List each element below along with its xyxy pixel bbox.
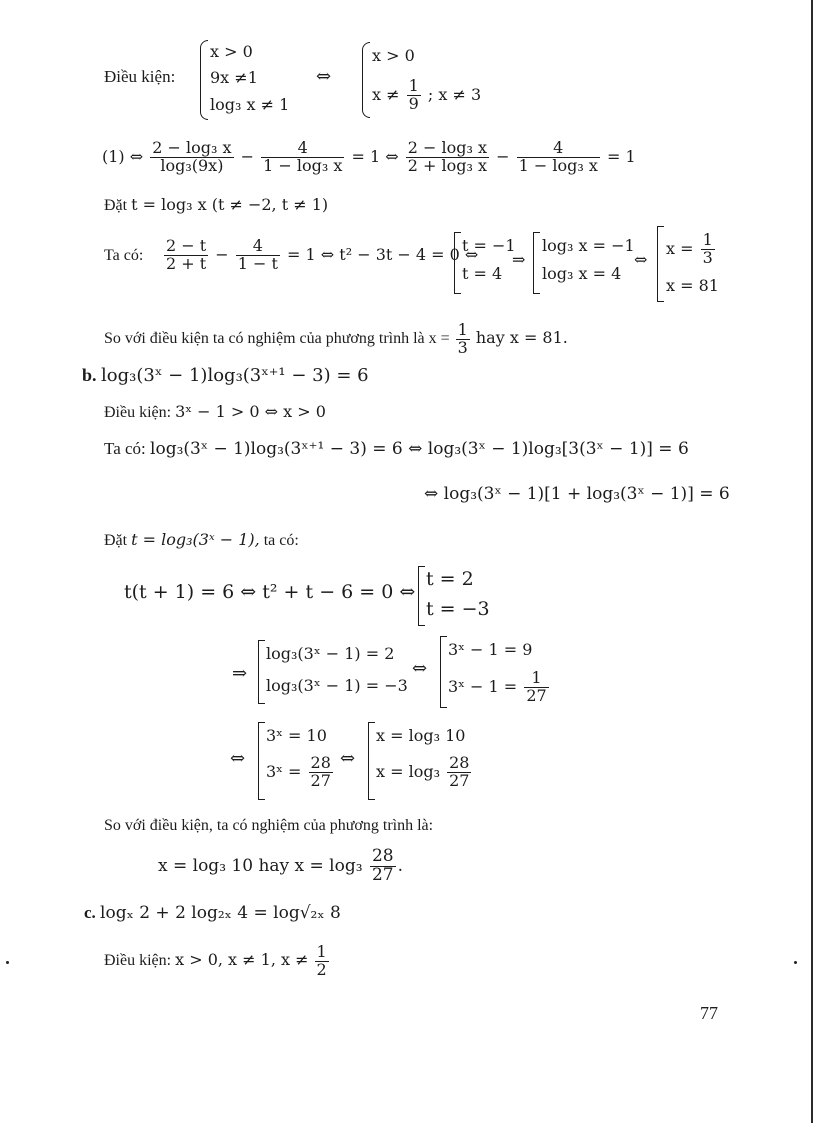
bracket-x: [657, 226, 664, 302]
final-b: x = log₃ 10 hay x = log₃ $\frac{28}{27}$ .: [158, 846, 404, 885]
brace-right: [362, 42, 370, 118]
imp-sys-1: log₃(3ˣ − 1) = 2: [266, 644, 395, 663]
bracket-imp: [258, 640, 265, 704]
page-edge-line: [811, 0, 813, 1123]
ta-co-a-label: Ta có:: [104, 247, 144, 264]
sys-t-2: t = 4: [462, 264, 503, 283]
condition-b: Điều kiện: 3ˣ − 1 > 0 ⇔ x > 0: [104, 402, 326, 421]
conclusion-a: So với điều kiện ta có nghiệm của phương trình là x = $\frac{1}{3}$ hay x = 81.: [104, 320, 568, 357]
equiv-symbol: ⇔: [316, 66, 332, 87]
equiv-b-1: ⇔: [412, 658, 428, 679]
cond-a-right-1: x > 0: [372, 46, 415, 65]
bracket-xval: [368, 722, 375, 800]
bracket-quad: [418, 566, 425, 626]
bracket-exp: [440, 636, 447, 708]
quadratic-b: t(t + 1) = 6 ⇔ t² + t − 6 = 0 ⇔: [124, 581, 416, 603]
step-b-1: Ta có: log₃(3ˣ − 1)log₃(3ˣ⁺¹ − 3) = 6 ⇔ log₃(3ˣ − 1)log₃[3(3ˣ − 1)] = 6: [104, 439, 689, 459]
quad-sys-2: t = −3: [426, 598, 490, 620]
substitution-b: Đặt t = log₃(3ˣ − 1), ta có:: [104, 530, 299, 549]
condition-c: Điều kiện: x > 0, x ≠ 1, x ≠ $\frac{1}{2}$: [104, 942, 327, 979]
sys-x-1: x = $\frac{1}{3}$: [666, 230, 713, 267]
quad-sys-1: t = 2: [426, 568, 474, 590]
equiv-b-2: ⇔: [230, 748, 246, 769]
scan-speck-right: [794, 961, 797, 964]
sys-log-2: log₃ x = 4: [542, 264, 622, 283]
bracket-t: [454, 232, 461, 294]
equiv-2: ⇔: [634, 250, 648, 269]
sys-t-1: t = −1: [462, 236, 516, 255]
bracket-log: [533, 232, 540, 294]
cond-a-1: x > 0: [210, 42, 253, 61]
imp-sys-2: log₃(3ˣ − 1) = −3: [266, 676, 408, 695]
equation-1: (1) ⇔ $\frac{\text{2 − log₃ x}}{\text{log₃(9x)}}$ − $\frac{4}{\text{1 − log₃ x}}$ = 1 ⇔ $\frac{\text{2 − log₃ x}}{\text{2 + log₃ x}}$ − $\frac{4}{\text{1 − log₃ x}}$ = 1: [102, 138, 636, 175]
scan-speck-left: [6, 961, 9, 964]
exp-sys-2: 3ˣ − 1 = $\frac{1}{27}$: [448, 668, 547, 705]
implies-b: ⇒: [232, 663, 248, 684]
substitution-a: Đặt t = log₃ x (t ≠ −2, t ≠ 1): [104, 195, 329, 214]
exp-sys-1: 3ˣ − 1 = 9: [448, 640, 533, 659]
problem-c: c. logₓ 2 + 2 log₂ₓ 4 = log√₂ₓ 8: [84, 903, 341, 923]
sys-log-1: log₃ x = −1: [542, 236, 635, 255]
val-sys-1: 3ˣ = 10: [266, 726, 327, 745]
page-number: 77: [700, 1003, 718, 1023]
conclusion-b: So với điều kiện, ta có nghiệm của phương trình là:: [104, 817, 434, 834]
equiv-b-3: ⇔: [340, 748, 356, 769]
bracket-val: [258, 722, 265, 800]
x-sys-2: x = log₃ $\frac{28}{27}$: [376, 753, 470, 790]
problem-b: b. log₃(3ˣ − 1)log₃(3ˣ⁺¹ − 3) = 6: [82, 365, 369, 386]
cond-a-right-2: x ≠ $\frac{1}{9}$ ; x ≠ 3: [372, 76, 482, 113]
step-b-2: ⇔ log₃(3ˣ − 1)[1 + log₃(3ˣ − 1)] = 6: [424, 484, 730, 504]
implies-1: ⇒: [512, 250, 526, 269]
val-sys-2: 3ˣ = $\frac{28}{27}$: [266, 753, 331, 790]
condition-label-a: Điều kiện:: [104, 67, 176, 86]
cond-a-2: 9x ≠1: [210, 68, 258, 87]
x-sys-1: x = log₃ 10: [376, 726, 466, 745]
sys-x-2: x = 81: [666, 276, 719, 295]
cond-a-3: log₃ x ≠ 1: [210, 95, 290, 114]
ta-co-a-equation: $\frac{2 - t}{2 + t}$ − $\frac{4}{1 - t}$ = 1 ⇔ t² − 3t − 4 = 0 ⇔: [166, 236, 479, 273]
brace-left: [200, 40, 208, 120]
